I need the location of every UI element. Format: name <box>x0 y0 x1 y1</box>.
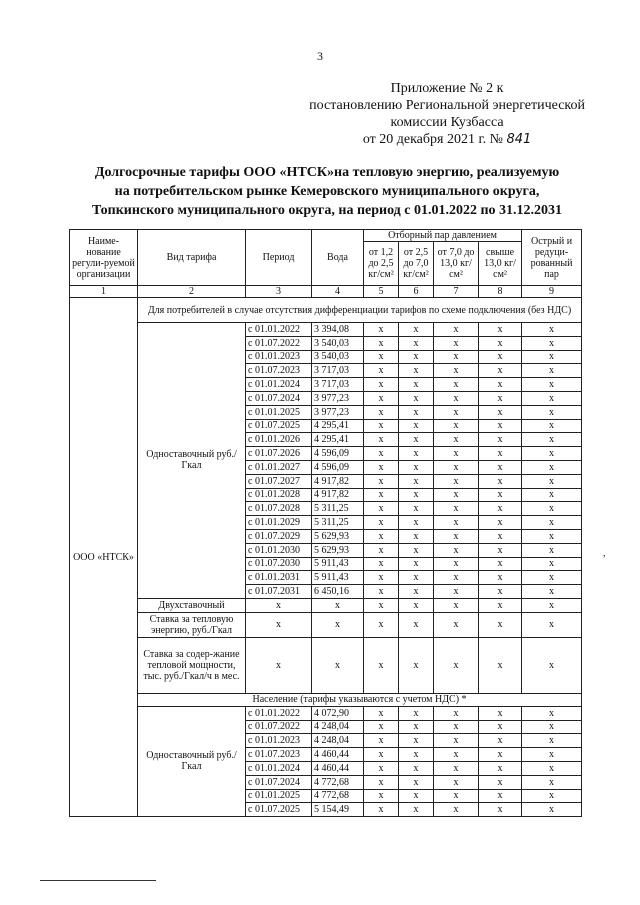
section-header: Население (тарифы указываются с учетом НДС) * <box>138 693 582 706</box>
x-cell: x <box>364 336 399 350</box>
column-number: 9 <box>522 286 582 298</box>
x-cell: x <box>479 460 522 474</box>
x-cell: x <box>522 706 582 720</box>
x-cell: x <box>399 789 434 803</box>
x-cell: x <box>479 557 522 571</box>
x-cell: x <box>399 488 434 502</box>
x-cell: x <box>522 405 582 419</box>
water-value: 3 717,03 <box>312 378 364 392</box>
x-cell: x <box>399 336 434 350</box>
appendix-line-3: комиссии Кузбасса <box>390 115 504 130</box>
x-cell: x <box>522 488 582 502</box>
x-cell: x <box>479 803 522 817</box>
x-cell: x <box>434 378 479 392</box>
x-cell: x <box>479 364 522 378</box>
period-cell: с 01.07.2022 <box>246 720 312 734</box>
x-cell: x <box>399 433 434 447</box>
x-cell: x <box>312 637 364 693</box>
water-value: 5 911,43 <box>312 557 364 571</box>
x-cell: x <box>434 720 479 734</box>
x-cell: x <box>434 637 479 693</box>
x-cell: x <box>399 502 434 516</box>
x-cell: x <box>479 405 522 419</box>
x-cell: x <box>434 502 479 516</box>
period-cell: с 01.01.2022 <box>246 323 312 337</box>
x-cell: x <box>434 460 479 474</box>
x-cell: x <box>364 474 399 488</box>
x-cell: x <box>522 543 582 557</box>
x-cell: x <box>364 637 399 693</box>
x-cell: x <box>434 585 479 599</box>
water-value: 4 917,82 <box>312 474 364 488</box>
header-sharp-steam: Острый и редуци-рованный пар <box>522 230 582 286</box>
x-cell: x <box>399 612 434 637</box>
x-cell: x <box>399 543 434 557</box>
x-cell: x <box>522 502 582 516</box>
water-value: 3 394,08 <box>312 323 364 337</box>
column-number: 7 <box>434 286 479 298</box>
x-cell: x <box>399 734 434 748</box>
x-cell: x <box>522 557 582 571</box>
x-cell: x <box>522 447 582 461</box>
period-cell: с 01.01.2031 <box>246 571 312 585</box>
water-value: 3 977,23 <box>312 405 364 419</box>
period-cell: с 01.07.2027 <box>246 474 312 488</box>
x-cell: x <box>434 419 479 433</box>
x-cell: x <box>479 637 522 693</box>
x-cell: x <box>434 364 479 378</box>
x-cell: x <box>399 460 434 474</box>
x-cell: x <box>364 447 399 461</box>
x-cell: x <box>522 419 582 433</box>
x-cell: x <box>399 405 434 419</box>
x-cell: x <box>364 378 399 392</box>
period-cell: с 01.07.2024 <box>246 391 312 405</box>
water-value: 6 450,16 <box>312 585 364 599</box>
x-cell: x <box>434 748 479 762</box>
x-cell: x <box>399 803 434 817</box>
x-cell: x <box>479 529 522 543</box>
period-cell: с 01.01.2025 <box>246 789 312 803</box>
x-cell: x <box>434 350 479 364</box>
x-cell: x <box>364 529 399 543</box>
header-pressure-1: от 1,2 до 2,5 кг/см² <box>364 242 399 286</box>
x-cell: x <box>364 789 399 803</box>
x-cell: x <box>479 734 522 748</box>
x-cell: x <box>364 720 399 734</box>
x-cell: x <box>434 474 479 488</box>
x-cell: x <box>434 775 479 789</box>
x-cell: x <box>434 405 479 419</box>
water-value: 5 154,49 <box>312 803 364 817</box>
column-number: 5 <box>364 286 399 298</box>
margin-mark: , <box>603 548 606 559</box>
tariff-type-label: Одноставочный руб./Гкал <box>138 706 246 816</box>
water-value: 5 911,43 <box>312 571 364 585</box>
x-cell: x <box>479 350 522 364</box>
column-number: 2 <box>138 286 246 298</box>
x-cell: x <box>522 612 582 637</box>
water-value: 4 460,44 <box>312 761 364 775</box>
water-value: 3 540,03 <box>312 350 364 364</box>
footnote-line <box>40 880 156 881</box>
column-number: 6 <box>399 286 434 298</box>
x-cell: x <box>522 474 582 488</box>
x-cell: x <box>479 585 522 599</box>
header-tariff-type: Вид тарифа <box>138 230 246 286</box>
period-cell: с 01.01.2030 <box>246 543 312 557</box>
x-cell: x <box>364 433 399 447</box>
water-value: 4 248,04 <box>312 720 364 734</box>
x-cell: x <box>479 706 522 720</box>
water-value: 4 072,90 <box>312 706 364 720</box>
x-cell: x <box>522 571 582 585</box>
x-cell: x <box>522 637 582 693</box>
period-cell: с 01.01.2023 <box>246 734 312 748</box>
x-cell: x <box>522 529 582 543</box>
water-value: 4 596,09 <box>312 460 364 474</box>
header-period: Период <box>246 230 312 286</box>
water-value: 5 311,25 <box>312 502 364 516</box>
x-cell: x <box>479 336 522 350</box>
water-value: 3 977,23 <box>312 391 364 405</box>
header-water: Вода <box>312 230 364 286</box>
x-cell: x <box>479 598 522 612</box>
x-cell: x <box>399 447 434 461</box>
x-cell: x <box>312 612 364 637</box>
x-cell: x <box>399 571 434 585</box>
x-cell: x <box>434 529 479 543</box>
x-cell: x <box>399 364 434 378</box>
x-cell: x <box>364 488 399 502</box>
period-cell: с 01.07.2028 <box>246 502 312 516</box>
x-cell: x <box>434 488 479 502</box>
x-cell: x <box>246 637 312 693</box>
x-cell: x <box>364 460 399 474</box>
period-cell: с 01.01.2028 <box>246 488 312 502</box>
x-cell: x <box>364 516 399 530</box>
x-cell: x <box>479 748 522 762</box>
x-cell: x <box>434 447 479 461</box>
x-cell: x <box>479 433 522 447</box>
column-number: 4 <box>312 286 364 298</box>
x-cell: x <box>522 391 582 405</box>
appendix-date: от 20 декабря 2021 г. № <box>362 132 503 147</box>
x-cell: x <box>399 474 434 488</box>
period-cell: с 01.01.2029 <box>246 516 312 530</box>
header-steam-group: Отборный пар давлением <box>364 230 522 242</box>
tariff-type-label: Ставка за тепловую энергию, руб./Гкал <box>138 612 246 637</box>
header-pressure-4: свыше 13,0 кг/см² <box>479 242 522 286</box>
document-title <box>62 163 592 220</box>
water-value: 4 596,09 <box>312 447 364 461</box>
org-name: ООО «НТСК» <box>70 298 138 817</box>
x-cell: x <box>434 803 479 817</box>
x-cell: x <box>522 585 582 599</box>
x-cell: x <box>246 598 312 612</box>
water-value: 4 772,68 <box>312 775 364 789</box>
water-value: 4 248,04 <box>312 734 364 748</box>
x-cell: x <box>479 447 522 461</box>
appendix-line-4 <box>309 131 585 148</box>
x-cell: x <box>434 543 479 557</box>
x-cell: x <box>399 378 434 392</box>
x-cell: x <box>434 391 479 405</box>
x-cell: x <box>399 529 434 543</box>
x-cell: x <box>364 706 399 720</box>
appendix-header <box>309 80 585 148</box>
x-cell: x <box>522 720 582 734</box>
water-value: 3 717,03 <box>312 364 364 378</box>
x-cell: x <box>522 516 582 530</box>
x-cell: x <box>399 350 434 364</box>
title-line-1: Долгосрочные тарифы ООО «НТСК»на тепловую энергию, реализуемую <box>94 165 560 180</box>
header-org: Наиме-нование регули-руемой организации <box>70 230 138 286</box>
x-cell: x <box>434 612 479 637</box>
x-cell: x <box>522 734 582 748</box>
x-cell: x <box>399 585 434 599</box>
page-number: 3 <box>317 49 323 63</box>
x-cell: x <box>479 391 522 405</box>
x-cell: x <box>522 789 582 803</box>
appendix-line-2: постановлению Региональной энергетической <box>309 98 585 113</box>
appendix-line-1: Приложение № 2 к <box>390 81 504 96</box>
x-cell: x <box>479 720 522 734</box>
x-cell: x <box>522 433 582 447</box>
x-cell: x <box>479 571 522 585</box>
x-cell: x <box>399 706 434 720</box>
period-cell: с 01.07.2030 <box>246 557 312 571</box>
x-cell: x <box>399 557 434 571</box>
x-cell: x <box>364 543 399 557</box>
x-cell: x <box>246 612 312 637</box>
period-cell: с 01.07.2025 <box>246 419 312 433</box>
x-cell: x <box>522 761 582 775</box>
x-cell: x <box>434 557 479 571</box>
x-cell: x <box>399 391 434 405</box>
water-value: 4 295,41 <box>312 419 364 433</box>
x-cell: x <box>364 502 399 516</box>
x-cell: x <box>399 637 434 693</box>
column-number: 8 <box>479 286 522 298</box>
x-cell: x <box>479 378 522 392</box>
x-cell: x <box>434 789 479 803</box>
water-value: 5 629,93 <box>312 529 364 543</box>
x-cell: x <box>522 775 582 789</box>
x-cell: x <box>479 543 522 557</box>
title-line-3: Топкинского муниципального округа, на период с 01.01.2022 по 31.12.2031 <box>91 203 563 218</box>
header-pressure-3: от 7,0 до 13,0 кг/см² <box>434 242 479 286</box>
x-cell: x <box>434 336 479 350</box>
x-cell: x <box>522 748 582 762</box>
x-cell: x <box>399 419 434 433</box>
column-number: 1 <box>70 286 138 298</box>
x-cell: x <box>364 598 399 612</box>
x-cell: x <box>479 419 522 433</box>
period-cell: с 01.01.2026 <box>246 433 312 447</box>
x-cell: x <box>434 433 479 447</box>
x-cell: x <box>479 502 522 516</box>
x-cell: x <box>364 775 399 789</box>
tariff-table <box>69 229 582 817</box>
period-cell: с 01.07.2029 <box>246 529 312 543</box>
x-cell: x <box>399 516 434 530</box>
x-cell: x <box>364 419 399 433</box>
x-cell: x <box>522 378 582 392</box>
x-cell: x <box>364 391 399 405</box>
x-cell: x <box>312 598 364 612</box>
water-value: 4 460,44 <box>312 748 364 762</box>
water-value: 4 295,41 <box>312 433 364 447</box>
x-cell: x <box>364 612 399 637</box>
x-cell: x <box>364 571 399 585</box>
period-cell: с 01.01.2022 <box>246 706 312 720</box>
x-cell: x <box>364 803 399 817</box>
period-cell: с 01.01.2023 <box>246 350 312 364</box>
title-line-2: на потребительском рынке Кемеровского муниципального округа, <box>114 184 540 199</box>
water-value: 4 917,82 <box>312 488 364 502</box>
water-value: 5 629,93 <box>312 543 364 557</box>
period-cell: с 01.01.2025 <box>246 405 312 419</box>
x-cell: x <box>522 323 582 337</box>
x-cell: x <box>479 474 522 488</box>
period-cell: с 01.07.2024 <box>246 775 312 789</box>
x-cell: x <box>364 323 399 337</box>
x-cell: x <box>364 748 399 762</box>
x-cell: x <box>479 775 522 789</box>
x-cell: x <box>522 460 582 474</box>
x-cell: x <box>399 761 434 775</box>
x-cell: x <box>434 323 479 337</box>
period-cell: с 01.07.2026 <box>246 447 312 461</box>
x-cell: x <box>522 350 582 364</box>
section-header: Для потребителей в случае отсутствия дифференциации тарифов по схеме подключения (без НДС) <box>138 298 582 323</box>
tariff-type-label: Ставка за содер-жание тепловой мощности, тыс. руб./Гкал/ч в мес. <box>138 637 246 693</box>
x-cell: x <box>479 323 522 337</box>
x-cell: x <box>399 323 434 337</box>
x-cell: x <box>434 761 479 775</box>
x-cell: x <box>399 775 434 789</box>
x-cell: x <box>364 557 399 571</box>
period-cell: с 01.07.2031 <box>246 585 312 599</box>
x-cell: x <box>364 364 399 378</box>
period-cell: с 01.07.2022 <box>246 336 312 350</box>
x-cell: x <box>399 598 434 612</box>
period-cell: с 01.01.2024 <box>246 761 312 775</box>
x-cell: x <box>522 364 582 378</box>
x-cell: x <box>364 350 399 364</box>
period-cell: с 01.01.2024 <box>246 378 312 392</box>
period-cell: с 01.07.2023 <box>246 364 312 378</box>
x-cell: x <box>522 336 582 350</box>
water-value: 4 772,68 <box>312 789 364 803</box>
x-cell: x <box>434 516 479 530</box>
appendix-number: 841 <box>506 132 532 147</box>
x-cell: x <box>364 761 399 775</box>
period-cell: с 01.07.2025 <box>246 803 312 817</box>
x-cell: x <box>434 734 479 748</box>
tariff-type-label: Одноставочный руб./Гкал <box>138 323 246 599</box>
x-cell: x <box>522 803 582 817</box>
x-cell: x <box>364 405 399 419</box>
x-cell: x <box>399 720 434 734</box>
tariff-type-label: Двухставочный <box>138 598 246 612</box>
water-value: 5 311,25 <box>312 516 364 530</box>
x-cell: x <box>364 585 399 599</box>
x-cell: x <box>479 612 522 637</box>
water-value: 3 540,03 <box>312 336 364 350</box>
column-number: 3 <box>246 286 312 298</box>
period-cell: с 01.07.2023 <box>246 748 312 762</box>
period-cell: с 01.01.2027 <box>246 460 312 474</box>
x-cell: x <box>399 748 434 762</box>
x-cell: x <box>434 706 479 720</box>
x-cell: x <box>479 516 522 530</box>
header-pressure-2: от 2,5 до 7,0 кг/см² <box>399 242 434 286</box>
x-cell: x <box>522 598 582 612</box>
x-cell: x <box>479 789 522 803</box>
x-cell: x <box>479 488 522 502</box>
x-cell: x <box>479 761 522 775</box>
x-cell: x <box>364 734 399 748</box>
x-cell: x <box>434 598 479 612</box>
x-cell: x <box>434 571 479 585</box>
